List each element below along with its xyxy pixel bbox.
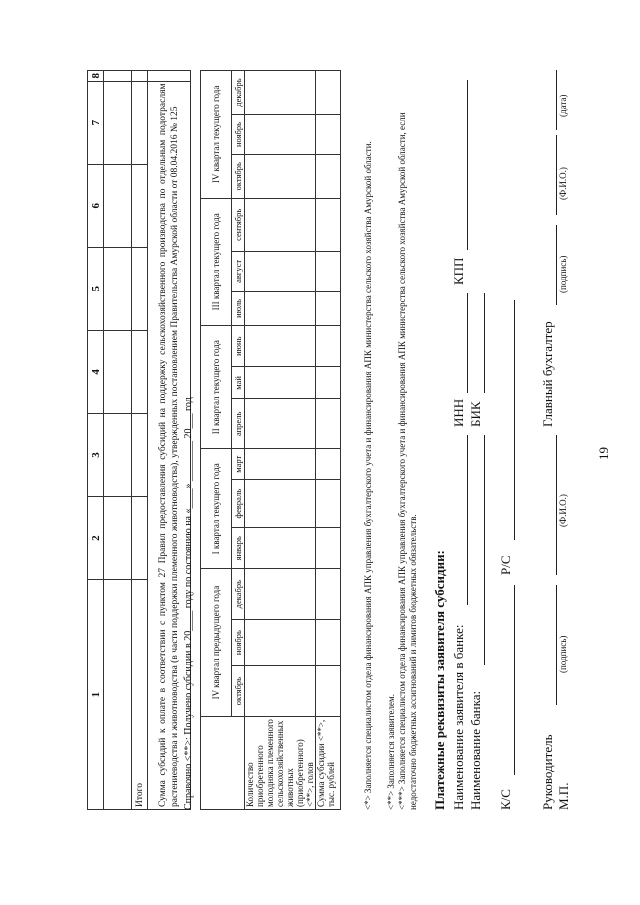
month-header: сентябрь	[232, 198, 245, 251]
underline	[467, 435, 468, 605]
total-label: Итого	[132, 580, 148, 810]
month-header: ноябрь	[232, 620, 245, 666]
row-label: Сумма субсидии <**>, тыс. рублей	[316, 717, 341, 810]
column-header: 6	[88, 164, 104, 247]
month-header-row	[232, 71, 245, 810]
month-header: май	[232, 367, 245, 399]
quarter-header: II квартал текущего года	[201, 325, 232, 448]
quarter-header: IV квартал предыдущего года	[201, 569, 232, 717]
totals-table	[87, 70, 191, 810]
column-header: 4	[88, 330, 104, 413]
column-header: 2	[88, 497, 104, 580]
column-header: 3	[88, 413, 104, 496]
bank-name-label: Наименование банка:	[468, 690, 483, 810]
kpp-label: КПП	[451, 257, 466, 285]
date-line	[556, 70, 557, 130]
underline	[484, 293, 485, 393]
total-row	[132, 71, 148, 810]
mp-label: М.П.	[556, 782, 571, 810]
ks-label: К/С	[498, 789, 513, 810]
head-label: Руководитель	[540, 734, 555, 810]
rs-label: Р/С	[498, 555, 513, 575]
month-header: декабрь	[232, 569, 245, 620]
table-row	[104, 71, 132, 810]
underline	[467, 293, 468, 393]
month-header: ноябрь	[232, 115, 245, 155]
column-header: 7	[88, 81, 104, 164]
column-header: 5	[88, 247, 104, 330]
month-header: апрель	[232, 399, 245, 449]
footnote: <**> Заполняется заявителем.	[386, 694, 396, 810]
month-header: октябрь	[232, 154, 245, 198]
table-header-row	[88, 71, 104, 810]
fio-line	[556, 135, 557, 215]
table-row	[316, 71, 341, 810]
month-header: декабрь	[232, 71, 245, 115]
row-label: Количество приобретенного молодняка племенного сельскохозяйственных животных (приобретенного) <**>, голов	[245, 717, 316, 810]
fio-line	[556, 435, 557, 575]
signature-caption: (подпись)	[558, 255, 568, 293]
underline	[484, 435, 485, 665]
month-header: август	[232, 251, 245, 291]
month-header: июнь	[232, 325, 245, 367]
quarter-header-row	[201, 71, 232, 810]
fio-caption: (Ф.И.О.)	[558, 494, 568, 527]
quarter-header: I квартал текущего года	[201, 449, 232, 569]
month-header: июль	[232, 291, 245, 325]
underline	[467, 80, 468, 250]
footnote: <*> Заполняется специалистом отдела финансирования АПК управления бухгалтерского учета и финансирования АПК министерства сельского хозяйства Амурской области.	[363, 141, 373, 810]
underline	[514, 300, 515, 540]
signature-line	[556, 585, 557, 705]
quarterly-table	[200, 70, 341, 810]
signature-caption: (подпись)	[558, 635, 568, 673]
payment-title: Платежные реквизиты заявителя субсидии:	[432, 550, 447, 810]
accountant-label: Главный бухгалтер	[540, 321, 555, 427]
inn-label: ИНН	[451, 398, 466, 427]
underline	[514, 585, 515, 775]
fio-caption: (Ф.И.О.)	[558, 167, 568, 200]
column-header: 8	[88, 71, 104, 82]
signature-line	[556, 225, 557, 305]
applicant-bank-label: Наименование заявителя в банке:	[451, 624, 466, 810]
footnote: <***> Заполняется специалистом отдела финансирования АПК управления бухгалтерского учета и финансирования АПК министерства сельского хозяйства Амурской области, если недостаточно бюджетных ассигнований и лимитов бюджетных обязательств.	[397, 112, 418, 810]
table-row	[245, 71, 316, 810]
month-header: март	[232, 449, 245, 480]
month-header: январь	[232, 528, 245, 569]
subsidy-text: Сумма субсидий к оплате в соответствии с пунктом 27 Правил предоставления субсидий на поддержку сельскохозяйственного производства по отдельным подотраслям растениеводства и животноводства (в части поддержки племенного животноводства), утвержденных постановлением Правительства Амурской области от 08.04.2016 № 125	[148, 81, 191, 809]
date-caption: (дата)	[558, 94, 568, 117]
page-number: 19	[596, 447, 611, 460]
as-of-line: Справочно <**>: Получено субсидии в 20____ году по состоянию на «____» ________ 20___ год	[183, 397, 194, 810]
quarter-header: IV квартал текущего года	[201, 71, 232, 199]
bik-label: БИК	[468, 401, 483, 427]
quarter-header: III квартал текущего года	[201, 198, 232, 325]
month-header: октябрь	[232, 666, 245, 717]
column-header: 1	[88, 580, 104, 810]
month-header: февраль	[232, 480, 245, 528]
